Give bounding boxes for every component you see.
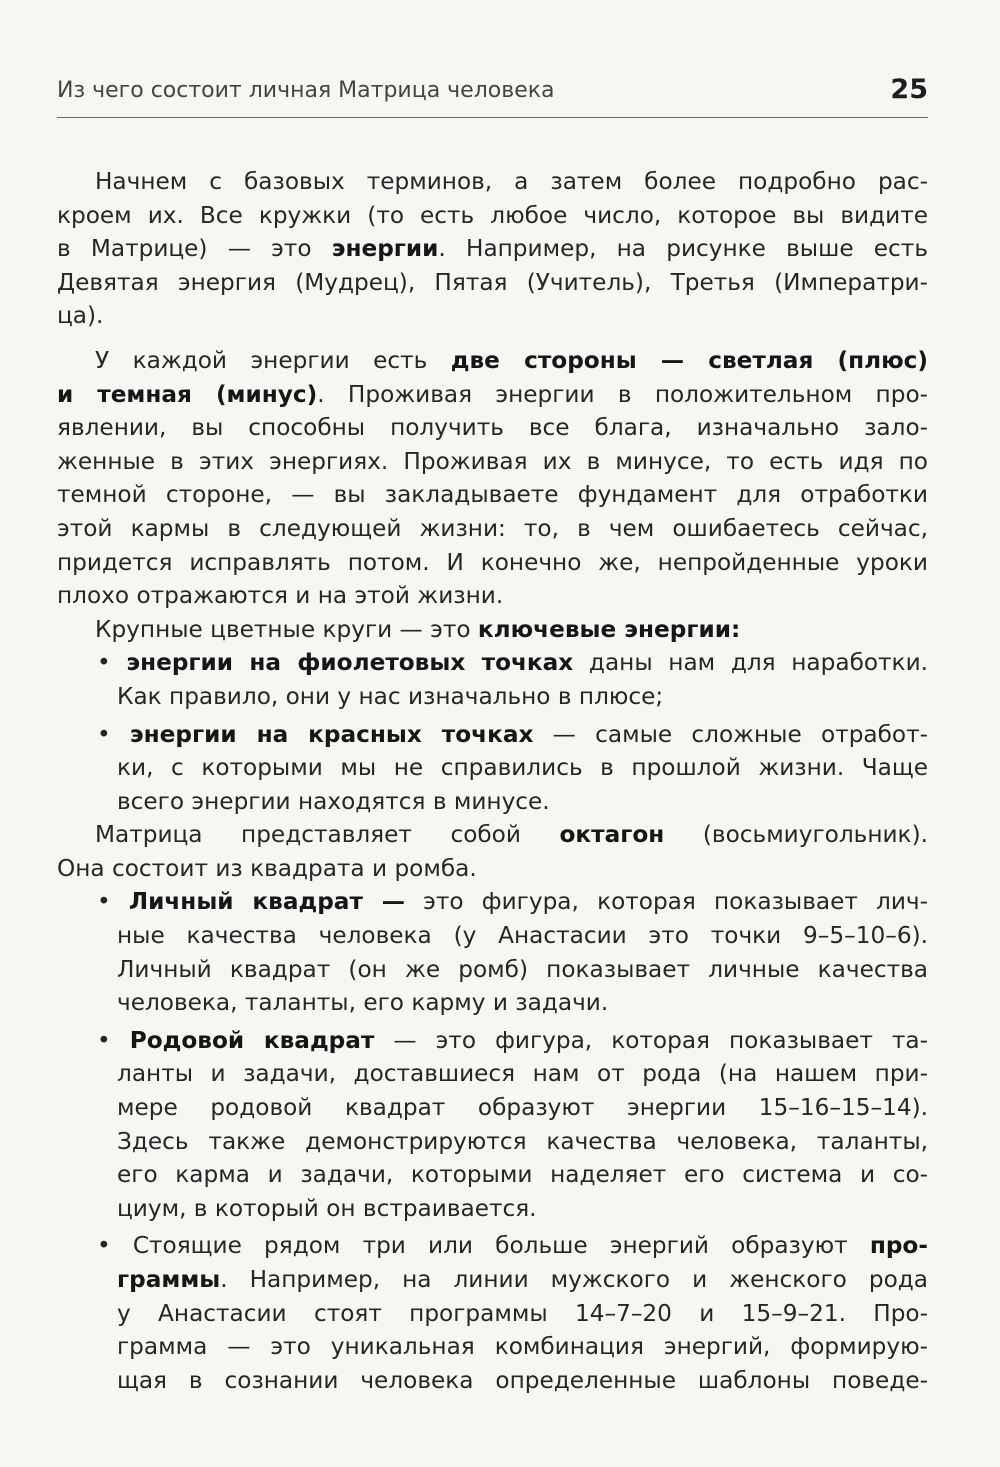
text-run: у Анастасии стоят программы 14–7–20 и 15–9–21. Про- (117, 1299, 928, 1327)
text-line (57, 613, 928, 647)
text-run: мере родовой квадрат образуют энергии 15–16–15–14). (117, 1094, 928, 1122)
text-run: его карма и задачи, которыми наделяет его система и со- (117, 1161, 928, 1189)
running-header-title: Из чего состоит личная Матрица человека (57, 78, 555, 103)
text-run: ланты и задачи, доставшиеся нам от рода (на нашем при- (117, 1060, 928, 1088)
text-line (57, 818, 928, 852)
text-run: всего энергии находятся в минусе. (117, 787, 550, 815)
text-run: это фигура, которая показывает лич- (404, 888, 928, 916)
text-line (57, 751, 928, 785)
text-run: Матрица представляет собой (95, 821, 560, 849)
text-run: придется исправлять потом. И конечно же, непройденные уроки (57, 548, 928, 576)
text-line (57, 299, 928, 333)
text-line (57, 1125, 928, 1159)
text-run: — самые сложные отработ- (533, 720, 928, 748)
page-number: 25 (890, 74, 928, 105)
text-run: темной стороне, — вы закладываете фундамент для отработки (57, 481, 928, 509)
bold-term: октагон (559, 821, 665, 849)
text-run: грамма — это уникальная комбинация энергий, формирую- (117, 1333, 928, 1361)
text-run: Девятая энергия (Мудрец), Пятая (Учитель), Третья (Императри- (57, 268, 928, 296)
text-line (57, 512, 928, 546)
text-run: Как правило, они у нас изначально в плюсе; (117, 682, 664, 710)
text-run: женные в этих энергиях. Проживая их в минусе, то есть идя по (57, 447, 928, 475)
text-run: кроем их. Все кружки (то есть любое число, которое вы видите (57, 201, 928, 229)
text-run: ки, с которыми мы не справились в прошлой жизни. Чаще (117, 754, 928, 782)
text-line (57, 344, 928, 378)
text-line (57, 680, 928, 714)
text-run: • Стоящие рядом три или больше энергий образуют (97, 1232, 870, 1260)
text-run: этой кармы в следующей жизни: то, в чем ошибаетесь сейчас, (57, 514, 928, 542)
text-line (57, 378, 928, 412)
text-line (57, 1091, 928, 1125)
text-line (57, 986, 928, 1020)
text-run: Здесь также демонстрируются качества человека, таланты, (117, 1127, 928, 1155)
text-line (57, 1192, 928, 1226)
text-run: • (97, 720, 130, 748)
text-run: (восьмиугольник). (664, 821, 928, 849)
text-run: . Например, на линии мужского и женского рода (220, 1266, 928, 1293)
bold-term: Родовой квадрат (129, 1026, 375, 1054)
text-line (57, 953, 928, 987)
text-run: в Матрице) — это (57, 235, 332, 263)
text-run: Крупные цветные круги — это (95, 615, 478, 643)
text-run: Личный квадрат (он же ромб) показывает личные качества (117, 955, 928, 983)
bold-term: энергии (331, 235, 439, 263)
text-run: Она состоит из квадрата и ромба. (57, 854, 477, 882)
bold-term: и темная (минус) (57, 380, 318, 408)
bold-term: граммы (117, 1266, 221, 1293)
text-line (57, 266, 928, 300)
text-line (57, 885, 928, 919)
text-run: У каждой энергии есть (95, 346, 451, 374)
text-run: плохо отражаются и на этой жизни. (57, 582, 504, 610)
text-line (57, 1263, 928, 1297)
text-line (57, 232, 928, 266)
text-run: щая в сознании человека определенные шаблоны поведе- (117, 1366, 928, 1394)
text-run: . Например, на рисунке выше есть (438, 235, 928, 263)
text-run: • (97, 649, 127, 677)
text-line (57, 919, 928, 953)
text-line (57, 1158, 928, 1192)
text-run: ца). (57, 302, 104, 330)
text-run: • (97, 888, 129, 916)
text-line (57, 1364, 928, 1398)
text-run: Начнем с базовых терминов, а затем более подробно рас- (95, 168, 928, 195)
bold-term: энергии на красных точках (129, 720, 534, 748)
text-line (57, 546, 928, 580)
text-line (57, 646, 928, 680)
bold-term: про- (869, 1232, 928, 1260)
text-line (57, 165, 928, 199)
text-run: — это фигура, которая показывает та- (374, 1026, 928, 1054)
text-run: даны нам для наработки. (573, 649, 928, 677)
text-run: . Проживая энергии в положительном про- (317, 380, 928, 408)
text-line (57, 199, 928, 233)
header-divider (57, 117, 928, 118)
bold-term: энергии на фиолетовых точках (126, 649, 574, 677)
body-text (57, 165, 928, 1397)
text-line (57, 1229, 928, 1263)
text-line (57, 478, 928, 512)
text-run: • (97, 1026, 130, 1054)
text-line (57, 718, 928, 752)
text-line (57, 1057, 928, 1091)
text-line (57, 785, 928, 819)
text-run: явлении, вы способны получить все блага, изначально зало- (57, 414, 928, 442)
text-run: циум, в который он встраивается. (117, 1194, 537, 1222)
text-run: человека, таланты, его карму и задачи. (117, 989, 609, 1017)
text-line (57, 1024, 928, 1058)
bold-term: две стороны — светлая (плюс) (450, 346, 928, 374)
text-line (57, 1330, 928, 1364)
text-run: ные качества человека (у Анастасии это точки 9–5–10–6). (117, 922, 928, 950)
text-line (57, 852, 928, 886)
text-line (57, 445, 928, 479)
bold-term: Личный квадрат — (128, 888, 405, 916)
text-line (57, 1297, 928, 1331)
text-line (57, 579, 928, 613)
text-line (57, 411, 928, 445)
bold-term: ключевые энергии: (477, 615, 741, 643)
